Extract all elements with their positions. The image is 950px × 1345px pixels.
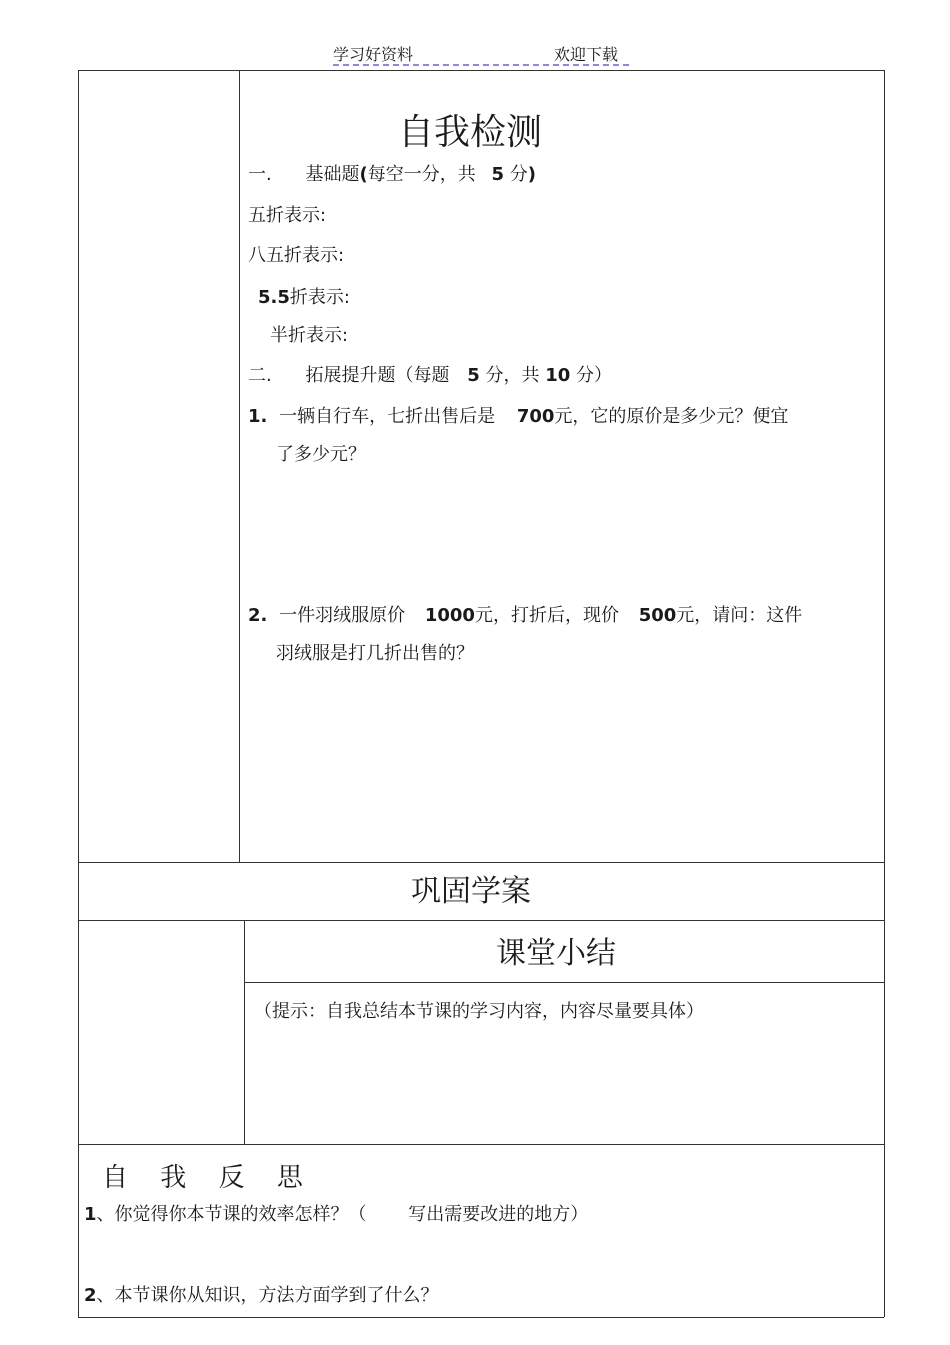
item-half-fold: 半折表示: xyxy=(270,325,349,346)
question-1-text-b: 元，它的原价是多少元？便宜 xyxy=(554,406,789,427)
reflection-question-2 xyxy=(84,1281,439,1307)
reflection-question-1 xyxy=(84,1200,588,1226)
section-1-number: 一. xyxy=(248,164,272,185)
row-divider-1 xyxy=(78,862,884,863)
header-right: 欢迎下载 xyxy=(554,45,619,64)
question-2-text-a: 一件羽绒服原价 xyxy=(279,605,406,626)
question-2-text-b: 元，打折后，现价 xyxy=(474,605,619,626)
section-1-score: 5 xyxy=(491,164,504,185)
section-2-text-c: 分） xyxy=(576,365,612,386)
question-2-text-c: 元，请问：这件 xyxy=(676,605,803,626)
section-2-score-each: 5 xyxy=(467,365,480,386)
summary-column-divider xyxy=(244,920,245,1144)
reflection-q1-number: 1 xyxy=(84,1204,97,1225)
reflection-q2-number: 2 xyxy=(84,1285,97,1306)
question-2-current-price: 500 xyxy=(638,605,677,626)
summary-title: 课堂小结 xyxy=(496,936,616,971)
question-1-number: 1. xyxy=(248,406,268,427)
item-eight-five-fold: 八五折表示: xyxy=(248,245,345,266)
selftest-column-divider xyxy=(239,70,240,862)
section-1-paren-close: ) xyxy=(527,164,536,185)
header-left: 学习好资料 xyxy=(333,45,414,64)
summary-hint: （提示：自我总结本节课的学习内容，内容尽量要具体） xyxy=(254,1001,704,1022)
reflection-title xyxy=(102,1157,303,1194)
question-2-line-1 xyxy=(248,601,802,627)
row-divider-3 xyxy=(78,1144,884,1145)
table-top-border xyxy=(78,70,884,71)
section-1-heading xyxy=(248,160,536,186)
question-1-price: 700 xyxy=(516,406,555,427)
section-2-text: 拓展提升题（每题 xyxy=(305,365,450,386)
section-1-text: 每空一分，共 xyxy=(367,164,476,185)
section-2-score-total: 10 xyxy=(545,365,571,386)
item-5-5-fold xyxy=(258,283,350,309)
section-2-text-b: 分，共 xyxy=(485,365,540,386)
section-2-number: 二. xyxy=(248,365,272,386)
table-left-border xyxy=(78,70,79,1317)
item-5-5-number: 5.5 xyxy=(258,287,290,308)
row-divider-2 xyxy=(78,920,884,921)
section-2-heading xyxy=(248,361,612,387)
header-dashed-underline xyxy=(333,64,629,66)
question-1-text-a: 一辆自行车，七折出售后是 xyxy=(279,406,496,427)
reflection-title-char-1: 自 xyxy=(102,1163,129,1193)
section-1-label: 基础题 xyxy=(305,164,360,185)
question-1-line-1 xyxy=(248,402,788,428)
item-five-fold: 五折表示: xyxy=(248,205,327,226)
section-1-unit: 分 xyxy=(509,164,528,185)
consolidate-title: 巩固学案 xyxy=(411,874,531,909)
reflection-title-char-2: 我 xyxy=(160,1163,187,1193)
question-2-number: 2. xyxy=(248,605,268,626)
section-1-paren-open: ( xyxy=(359,164,368,185)
reflection-q1-tail: 写出需要改进的地方） xyxy=(408,1204,589,1225)
table-right-border xyxy=(884,70,885,1317)
summary-title-divider xyxy=(244,982,884,983)
reflection-q1-text: 、你觉得你本节课的效率怎样？（ xyxy=(96,1204,367,1225)
question-2-original-price: 1000 xyxy=(424,605,475,626)
reflection-title-char-3: 反 xyxy=(218,1163,245,1193)
reflection-q2-text: 、本节课你从知识，方法方面学到了什么？ xyxy=(96,1285,439,1306)
table-bottom-border xyxy=(78,1317,884,1318)
question-2-line-2: 羽绒服是打几折出售的？ xyxy=(276,643,474,664)
reflection-title-char-4: 思 xyxy=(276,1163,303,1193)
self-test-title: 自我检测 xyxy=(398,112,543,153)
item-5-5-text: 折表示: xyxy=(289,287,350,308)
question-1-line-2: 了多少元？ xyxy=(276,444,366,465)
